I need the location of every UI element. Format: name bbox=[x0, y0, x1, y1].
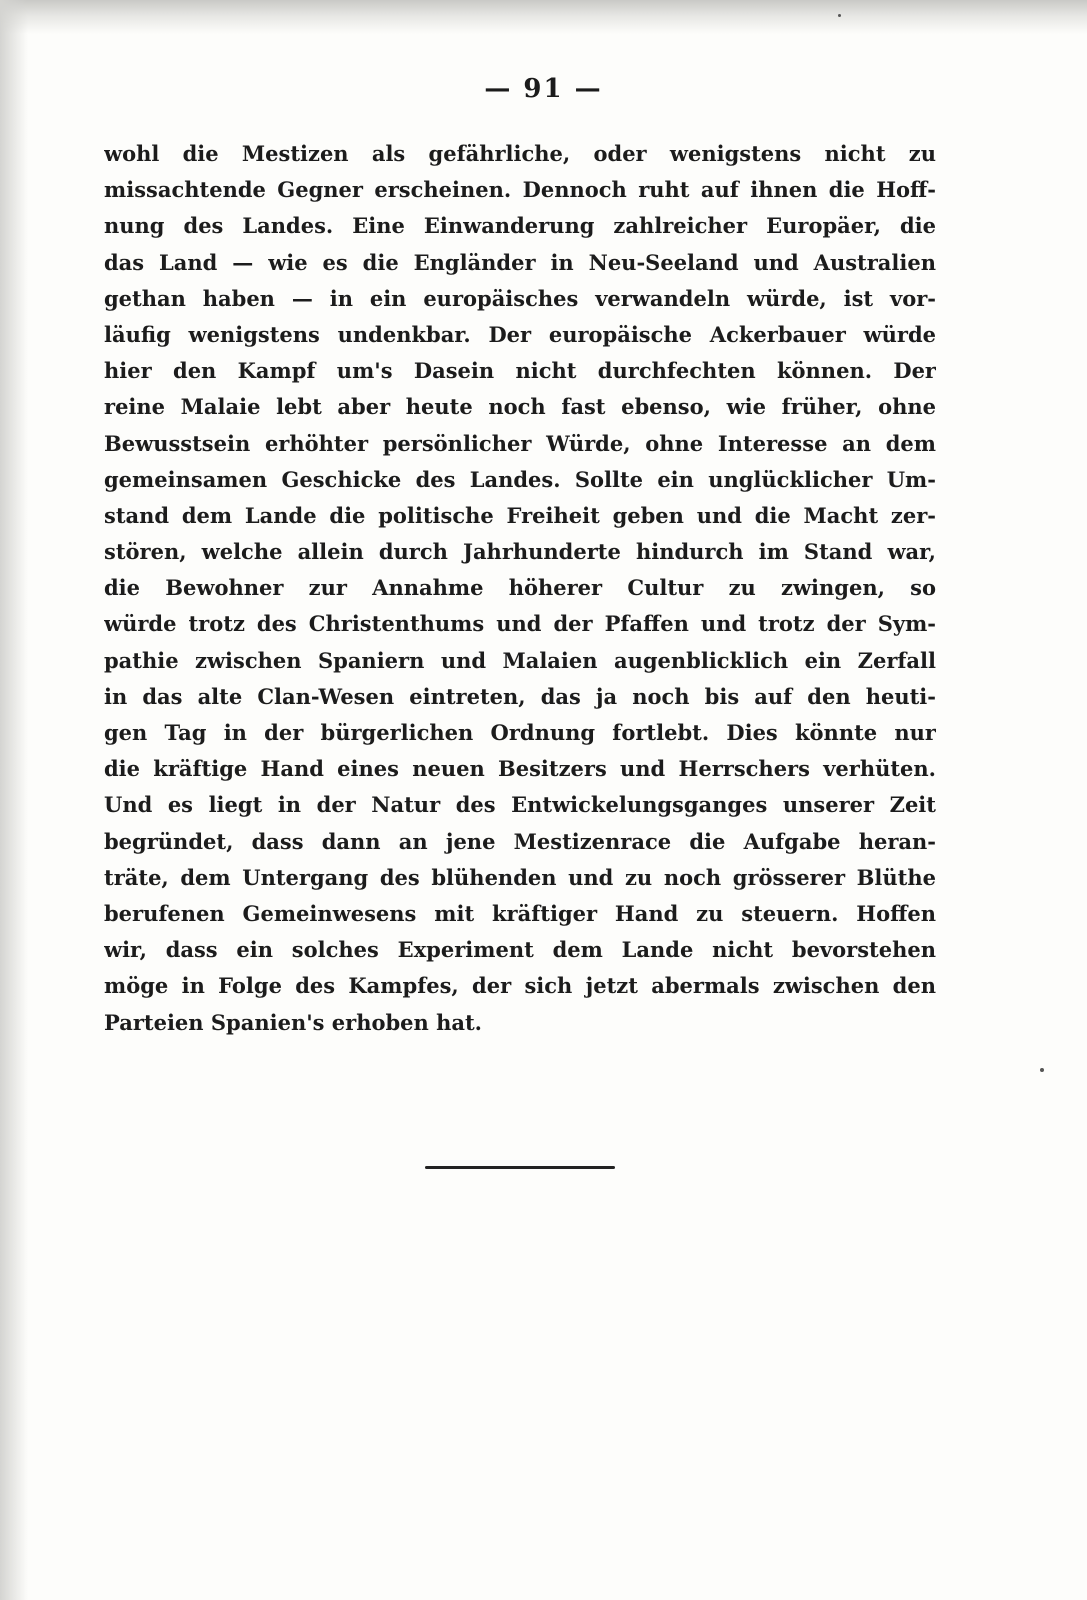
text-line: begründet, dass dann an jene Mestizenrace die Aufgabe heran- bbox=[104, 828, 936, 854]
text-line: missachtende Gegner erscheinen. Dennoch ruht auf ihnen die Hoff- bbox=[104, 177, 936, 203]
text-line: wir, dass ein solches Experiment dem Lande nicht bevorstehen bbox=[104, 937, 936, 963]
section-end-rule bbox=[425, 1166, 615, 1169]
text-line: stand dem Lande die politische Freiheit geben und die Macht zer- bbox=[104, 502, 936, 528]
text-line: würde trotz des Christenthums und der Pfaffen und trotz der Sym- bbox=[104, 611, 936, 637]
text-line: pathie zwischen Spaniern und Malaien augenblicklich ein Zerfall bbox=[104, 647, 936, 673]
text-line: träte, dem Untergang des blühenden und zu noch grösserer Blüthe bbox=[104, 864, 936, 890]
text-line: gethan haben — in ein europäisches verwandeln würde, ist vor- bbox=[104, 285, 936, 311]
text-line: möge in Folge des Kampfes, der sich jetzt abermals zwischen den bbox=[104, 973, 936, 999]
text-line: die Bewohner zur Annahme höherer Cultur zu zwingen, so bbox=[104, 575, 936, 601]
body-text bbox=[104, 136, 936, 1041]
text-line: in das alte Clan-Wesen eintreten, das ja noch bis auf den heuti- bbox=[104, 683, 936, 709]
text-line: reine Malaie lebt aber heute noch fast ebenso, wie früher, ohne bbox=[104, 394, 936, 420]
text-line: Parteien Spanien's erhoben hat. bbox=[104, 1009, 482, 1035]
scan-shadow-left bbox=[0, 0, 28, 1600]
text-line: läufig wenigstens undenkbar. Der europäische Ackerbauer würde bbox=[104, 321, 936, 347]
scan-speck bbox=[838, 14, 841, 17]
text-line: die kräftige Hand eines neuen Besitzers und Herrschers verhüten. bbox=[104, 756, 936, 782]
scan-speck bbox=[1040, 1068, 1044, 1072]
text-line: Und es liegt in der Natur des Entwickelungsganges unserer Zeit bbox=[104, 792, 936, 818]
text-line: gemeinsamen Geschicke des Landes. Sollte ein unglücklicher Um- bbox=[104, 466, 936, 492]
text-line: gen Tag in der bürgerlichen Ordnung fortlebt. Dies könnte nur bbox=[104, 720, 936, 745]
scan-shadow-top bbox=[0, 0, 1087, 34]
page-number: — 91 — bbox=[484, 74, 603, 104]
text-line: berufenen Gemeinwesens mit kräftiger Hand zu steuern. Hoffen bbox=[104, 900, 936, 926]
text-line: Bewusstsein erhöhter persönlicher Würde, ohne Interesse an dem bbox=[104, 430, 936, 456]
text-line: wohl die Mestizen als gefährliche, oder wenigstens nicht zu bbox=[104, 141, 936, 166]
text-line: nung des Landes. Eine Einwanderung zahlreicher Europäer, die bbox=[104, 213, 936, 239]
text-line: stören, welche allein durch Jahrhunderte hindurch im Stand war, bbox=[104, 539, 936, 565]
text-line: das Land — wie es die Engländer in Neu-Seeland und Australien bbox=[104, 249, 936, 275]
text-line: hier den Kampf um's Dasein nicht durchfechten können. Der bbox=[104, 358, 936, 384]
